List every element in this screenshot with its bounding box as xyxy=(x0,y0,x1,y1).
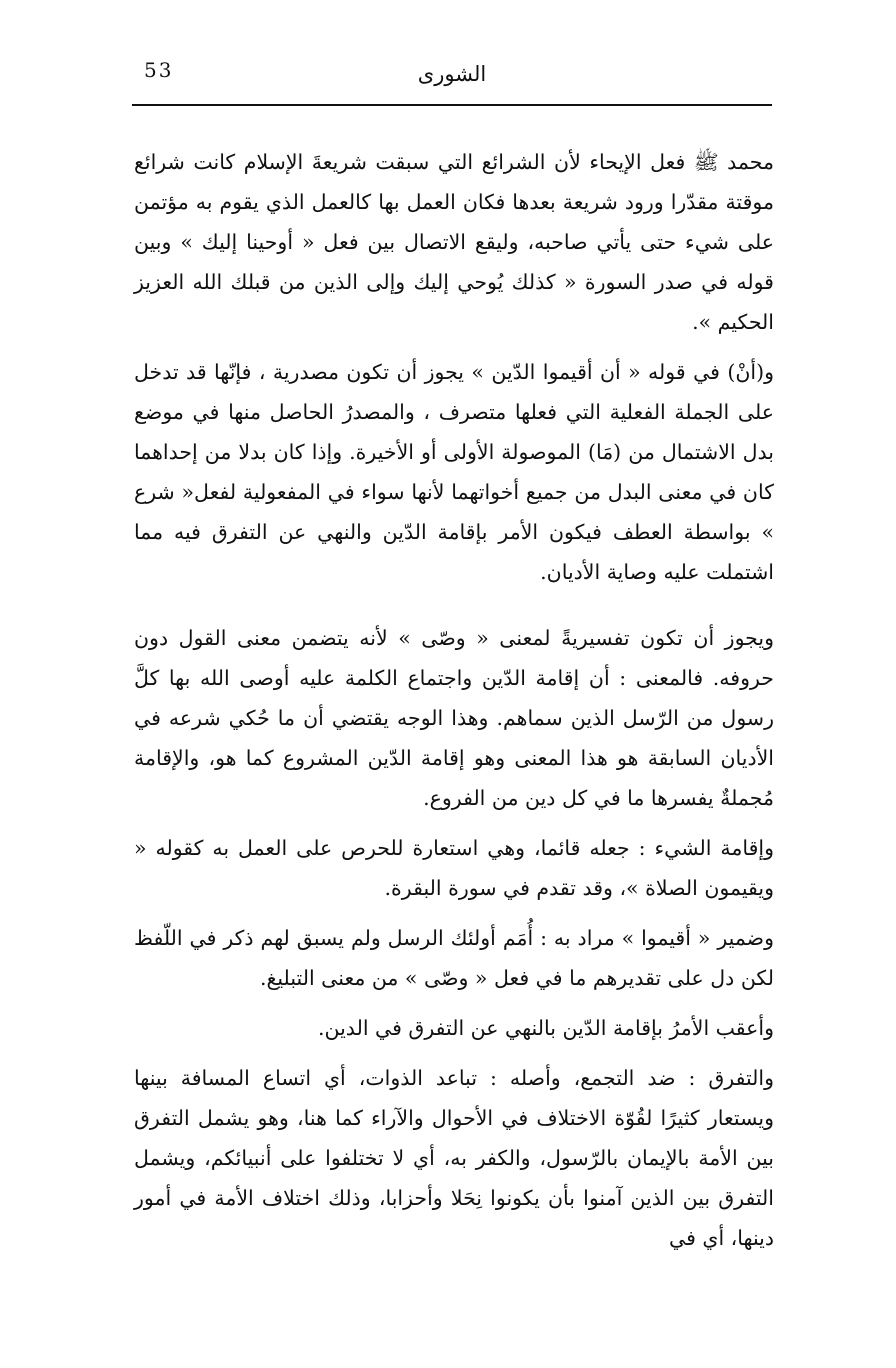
paragraph: وأعقب الأمرُ بإقامة الدّين بالنهي عن التفرق في الدين. xyxy=(317,1016,774,1040)
header-rule xyxy=(132,104,772,106)
body-text xyxy=(134,142,774,1258)
running-title: الشورى xyxy=(417,62,487,86)
paragraph: والتفرق : ضد التجمع، وأصله : تباعد الذوات، أي اتساع المسافة بينها ويستعار كثيرًا لقُوّة الاختلاف في الأحوال والآراء كما هنا، وهو يشمل التفرق بين الأمة بالإيمان بالرّسول، والكفر به، أي لا تختلفوا على أنبيائكم، ويشمل التفرق بين الذين آمنوا بأن يكونوا نِحَلا وأحزابا، وذلك اختلاف الأمة في أمور دينها، أي في xyxy=(134,1066,774,1250)
paragraph: ويجوز أن تكون تفسيريةً لمعنى « وصّى » لأنه يتضمن معنى القول دون حروفه. فالمعنى : أن إقامة الدّين واجتماع الكلمة عليه أوصى الله بها كلَّ رسول من الرّسل الذين سماهم. وهذا الوجه يقتضي أن ما حُكي شرعه في الأديان السابقة هو هذا المعنى وهو إقامة الدّين المشروع كما هو، والإقامة مُجملةٌ يفسرها ما في كل دين من الفروع. xyxy=(134,626,774,810)
paragraph: وضمير « أقيموا » مراد به : أُمَم أولئك الرسل ولم يسبق لهم ذكر في اللّفظ لكن دل على تقديرهم ما في فعل « وصّى » من معنى التبليغ. xyxy=(134,926,774,990)
paragraph: و(أنْ) في قوله « أن أقيموا الدّين » يجوز أن تكون مصدرية ، فإنّها قد تدخل على الجملة الفعلية التي فعلها متصرف ، والمصدرُ الحاصل منها في موضع بدل الاشتمال من (مَا) الموصولة الأولى أو الأخيرة. وإذا كان بدلا من إحداهما كان في معنى البدل من جميع أخواتهما لأنها سواء في المفعولية لفعل« شرع » بواسطة العطف فيكون الأمر بإقامة الدّين والنهي عن التفرق فيه مما اشتملت عليه وصاية الأديان. xyxy=(134,360,774,584)
page-number: 53 xyxy=(144,58,174,82)
paragraph: وإقامة الشيء : جعله قائما، وهي استعارة للحرص على العمل به كقوله « ويقيمون الصلاة »، وقد تقدم في سورة البقرة. xyxy=(134,836,774,900)
page-header xyxy=(132,52,772,102)
paragraph: محمد ﷺ فعل الإيحاء لأن الشرائع التي سبقت شريعةَ الإسلام كانت شرائع موقتة مقدّرا ورود شريعة بعدها فكان العمل بها كالعمل الذي يقوم به مؤتمن على شيء حتى يأتي صاحبه، وليقع الاتصال بين فعل « أوحينا إليك » وبين قوله في صدر السورة « كذلك يُوحي إليك وإلى الذين من قبلك الله العزيز الحكيم ». xyxy=(134,150,774,334)
